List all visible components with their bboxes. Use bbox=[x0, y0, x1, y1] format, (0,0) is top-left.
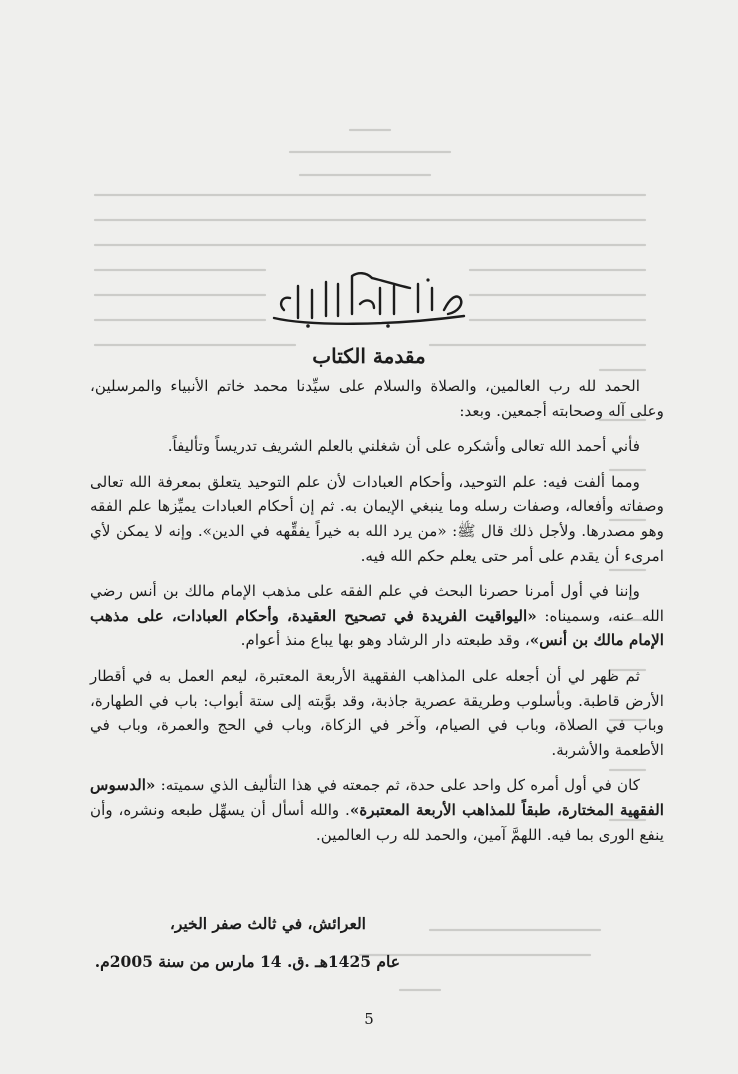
paragraph-opening: الحمد لله رب العالمين، والصلاة والسلام على سيِّدنا محمد خاتم الأنبياء والمرسلين، وعلى آله وصحابته أجمعين. وبعد: bbox=[90, 377, 664, 420]
closing-prayer: . والله أسأل أن يسهِّل طبعه ونشره، وأن ينفع الورى بما فيه. اللهمَّ آمين، والحمد لله رب العالمين. bbox=[90, 800, 664, 844]
introduction-body bbox=[90, 374, 664, 858]
paragraph-four-schools: ثم ظهر لي أن أجعله على المذاهب الفقهية الأربعة المعتبرة، ليعم العمل به في أقطار الأرض قاطبة. وبأسلوب وطريقة عصرية جاذبة، وقد بوَّبته إلى ستة أبواب: باب في الطهارة، وباب في الصلاة، وباب في الصيام، وآخر في الزكاة، وباب في الحج والعمرة، وباب في الأطعمة والأشربة. bbox=[90, 666, 664, 759]
paragraph-authored-works: ومما ألفت فيه: علم التوحيد، وأحكام العبادات لأن علم التوحيد يتعلق بمعرفة الله تعالى وصفاته وأفعاله، وصفات رسله وما ينبغي الإيمان به. ثم إن أحكام العبادات يميِّزها علم الفقه وهو مصدرها. ولأجل ذلك قال ﷺ: «من يرد الله به خيراً يفقِّهه في الدين». وإنه لا يمكن لأي امرىء أن يقدم على أمر حتى يعلم حكم الله فيه. bbox=[90, 472, 664, 565]
paragraph-first-book bbox=[90, 579, 664, 653]
first-book-publication-note: ، وقد طبعته دار الرشاد وهو بها يباع منذ أعوام. bbox=[240, 631, 530, 650]
paragraph-compilation bbox=[90, 773, 664, 847]
book-title-yawaqit: «اليواقيت الفريدة في تصحيح العقيدة، وأحكام العبادات، على مذهب الإمام مالك بن أنس» bbox=[90, 606, 664, 650]
paragraph-compilation-text: كان في أول أمره كل واحد على حدة، ثم جمعته في هذا التأليف الذي سميته: bbox=[160, 776, 641, 795]
basmala-calligraphy bbox=[268, 268, 470, 332]
paragraph-first-book-text: وإننا في أول أمرنا حصرنا البحث في علم الفقه على مذهب الإمام مالك بن أنس رضي الله عنه، وسميناه: bbox=[90, 582, 665, 625]
page-title: مقدمة الكتاب bbox=[312, 344, 426, 368]
book-title-current: «الدسوس الفقهية المختارة، طبقاً للمذاهب الأربعة المعتبرة» bbox=[90, 776, 664, 819]
page-number: 5 bbox=[364, 1010, 374, 1028]
paragraph-thanks: فأني أحمد الله تعالى وأشكره على أن شغلني بالعلم الشريف تدريساً وتأليفاً. bbox=[167, 437, 640, 456]
signature-place: العرائش، في ثالث صفر الخير، bbox=[169, 914, 366, 933]
signature-date: عام 1425هـ .ق. 14 مارس من سنة 2005م. bbox=[94, 952, 400, 971]
